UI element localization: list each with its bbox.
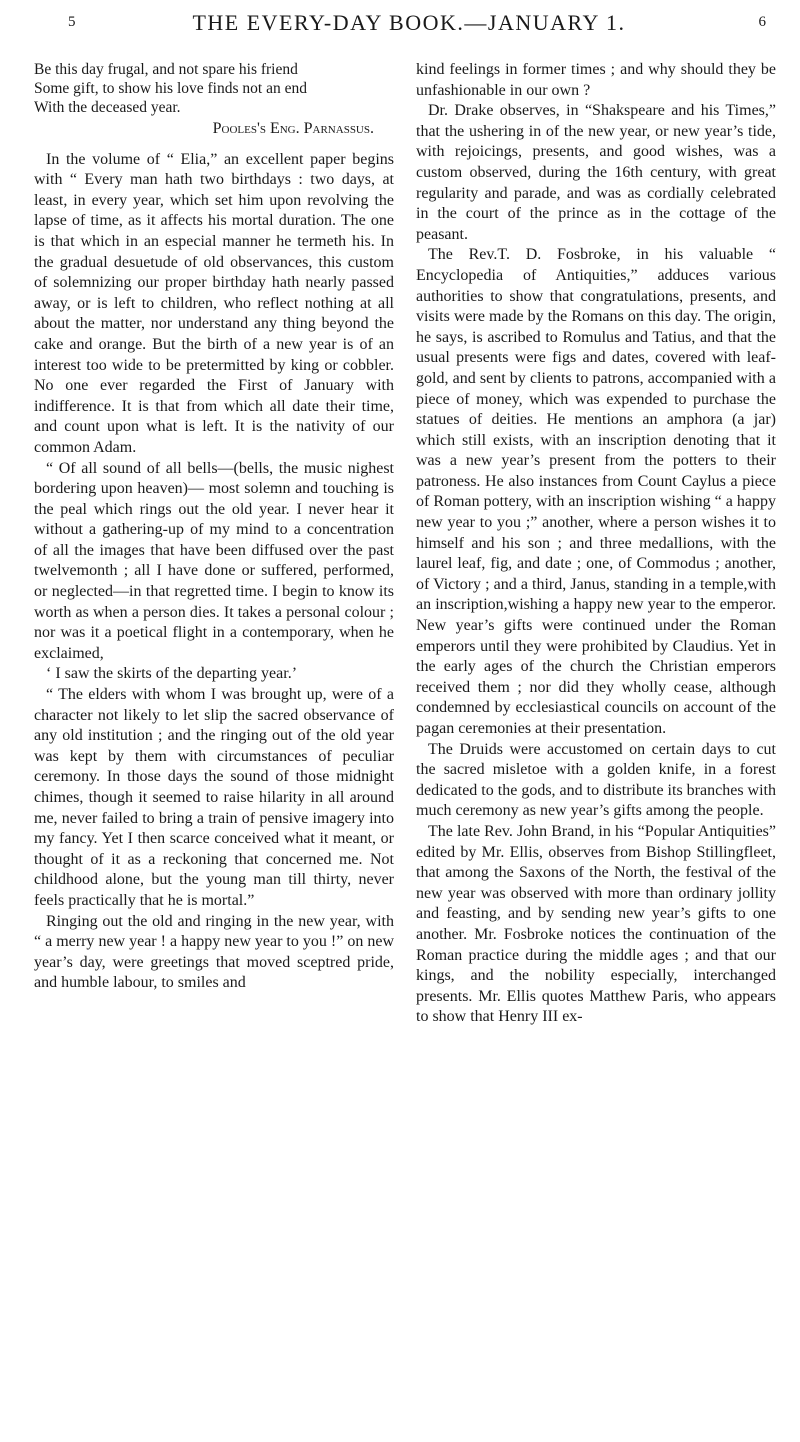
verse-attribution: Pooles's Eng. Parnassus.	[212, 120, 374, 137]
paragraph: kind feelings in former times ; and why should they be unfashionable in our own ?	[416, 61, 776, 99]
verse-line: Some gift, to show his love finds not an end	[34, 80, 307, 97]
paragraph: In the volume of “ Elia,” an excellent paper begins with “ Every man hath two birthdays : two days, at least, in every year, which set him upon revolving the lapse of time, as it affects his mortal duration. The one is that which in an especial manner he termeth his. In the gradual desuetude of old observances, this custom of solemnizing our proper birthday hath nearly passed away, or is left to children, who reflect nothing at all about the matter, nor understand any thing beyond the cake and orange. But the birth of a new year is of an interest too wide to be pretermitted by king or cobbler. No one ever regarded the First of January with indifference. It is that from which all date their time, and count upon what is left. It is the nativity of our common Adam.	[34, 150, 394, 456]
page-number-right: 6	[758, 14, 766, 30]
paragraph: The Rev.T. D. Fosbroke, in his valuable “ Encyclopedia of Antiquities,” adduces various authorities to show that congratulations, presents, and visits were made by the Romans on this day. The origin, he says, is ascribed to Romulus and Tatius, and that the usual presents were figs and dates, covered with leaf-gold, and sent by clients to patrons, accompanied with a piece of money, which was expended to purchase the statues of deities. He mentions an amphora (a jar) which still exists, with an inscription denoting that it was a new year’s present from the potters to their patroness. He also instances from Count Caylus a piece of Roman pottery, with an inscription wishing “ a happy new year to you ;” another, where a person wishes it to himself and his son ; and three medallions, with the laurel leaf, fig, and date ; one, of Commodus ; another, of Victory ; and a third, Janus, standing in a temple,with an inscription,wishing a happy new year to the emperor. New year’s gifts were continued under the Roman emperors until they were prohibited by Claudius. Yet in the early ages of the church the Christian emperors received them ; nor did they wholly cease, although condemned by ecclesiastical councils on account of the pagan ceremonies at their presentation.	[416, 246, 776, 737]
text-columns	[34, 60, 784, 1028]
running-header	[34, 0, 784, 60]
right-column	[416, 60, 776, 1028]
running-title: THE EVERY-DAY BOOK.—JANUARY 1.	[192, 10, 626, 35]
paragraph: The late Rev. John Brand, in his “Popular Antiquities” edited by Mr. Ellis, observes from Bishop Stillingfleet, that among the Saxons of the North, the festival of the new year was observed with more than ordinary jollity and feasting, and by sending new year’s gifts to one another. Mr. Fosbroke notices the continuation of the Roman practice during the middle ages ; and that our kings, and the nobility especially, interchanged presents. Mr. Ellis quotes Matthew Paris, who appears to show that Henry III ex-	[416, 822, 776, 1026]
left-column	[34, 60, 394, 1028]
paragraph: Ringing out the old and ringing in the new year, with “ a merry new year ! a happy new year to you !” on new year’s day, were greetings that moved sceptred pride, and humble labour, to smiles and	[34, 912, 394, 992]
paragraph: “ The elders with whom I was brought up, were of a character not likely to let slip the sacred observance of any old institution ; and the ringing out of the old year was kept by them with circumstances of peculiar ceremony. In those days the sound of those midnight chimes, though it seemed to raise hilarity in all around me, never failed to bring a train of pensive imagery into my fancy. Yet I then scarce conceived what it meant, or thought of it as a reckoning that concerned me. Not childhood alone, but the young man till thirty, never feels practically that he is mortal.”	[34, 686, 394, 909]
verse-line: Be this day frugal, and not spare his friend	[34, 61, 298, 78]
paragraph: “ Of all sound of all bells—(bells, the music nighest bordering upon heaven)— most solemn and touching is the peal which rings out the old year. I never hear it without a gathering-up of my mind to a concentration of all the images that have been diffused over the past twelvemonth ; all I have done or suffered, performed, or neglected—in that regretted time. I begin to know its worth as when a person dies. It takes a personal colour ; nor was it a poetical flight in a contemporary, when he exclaimed,	[34, 459, 394, 662]
verse-line: With the deceased year.	[34, 99, 181, 116]
inline-quote: ‘ I saw the skirts of the departing year.’	[46, 665, 298, 683]
paragraph: The Druids were accustomed on certain days to cut the sacred misletoe with a golden knife, in a forest dedicated to the gods, and to distribute its branches with much ceremony as new year’s gifts among the people.	[416, 740, 776, 820]
paragraph: Dr. Drake observes, in “Shakspeare and his Times,” that the ushering in of the new year, or new year’s tide, with rejoicings, presents, and good wishes, was a custom observed, during the 16th century, with great regularity and parade, and was as cordially celebrated in the court of the prince as in the cottage of the peasant.	[416, 102, 776, 243]
page-number-left: 5	[68, 14, 76, 30]
epigraph-verse	[34, 60, 394, 117]
